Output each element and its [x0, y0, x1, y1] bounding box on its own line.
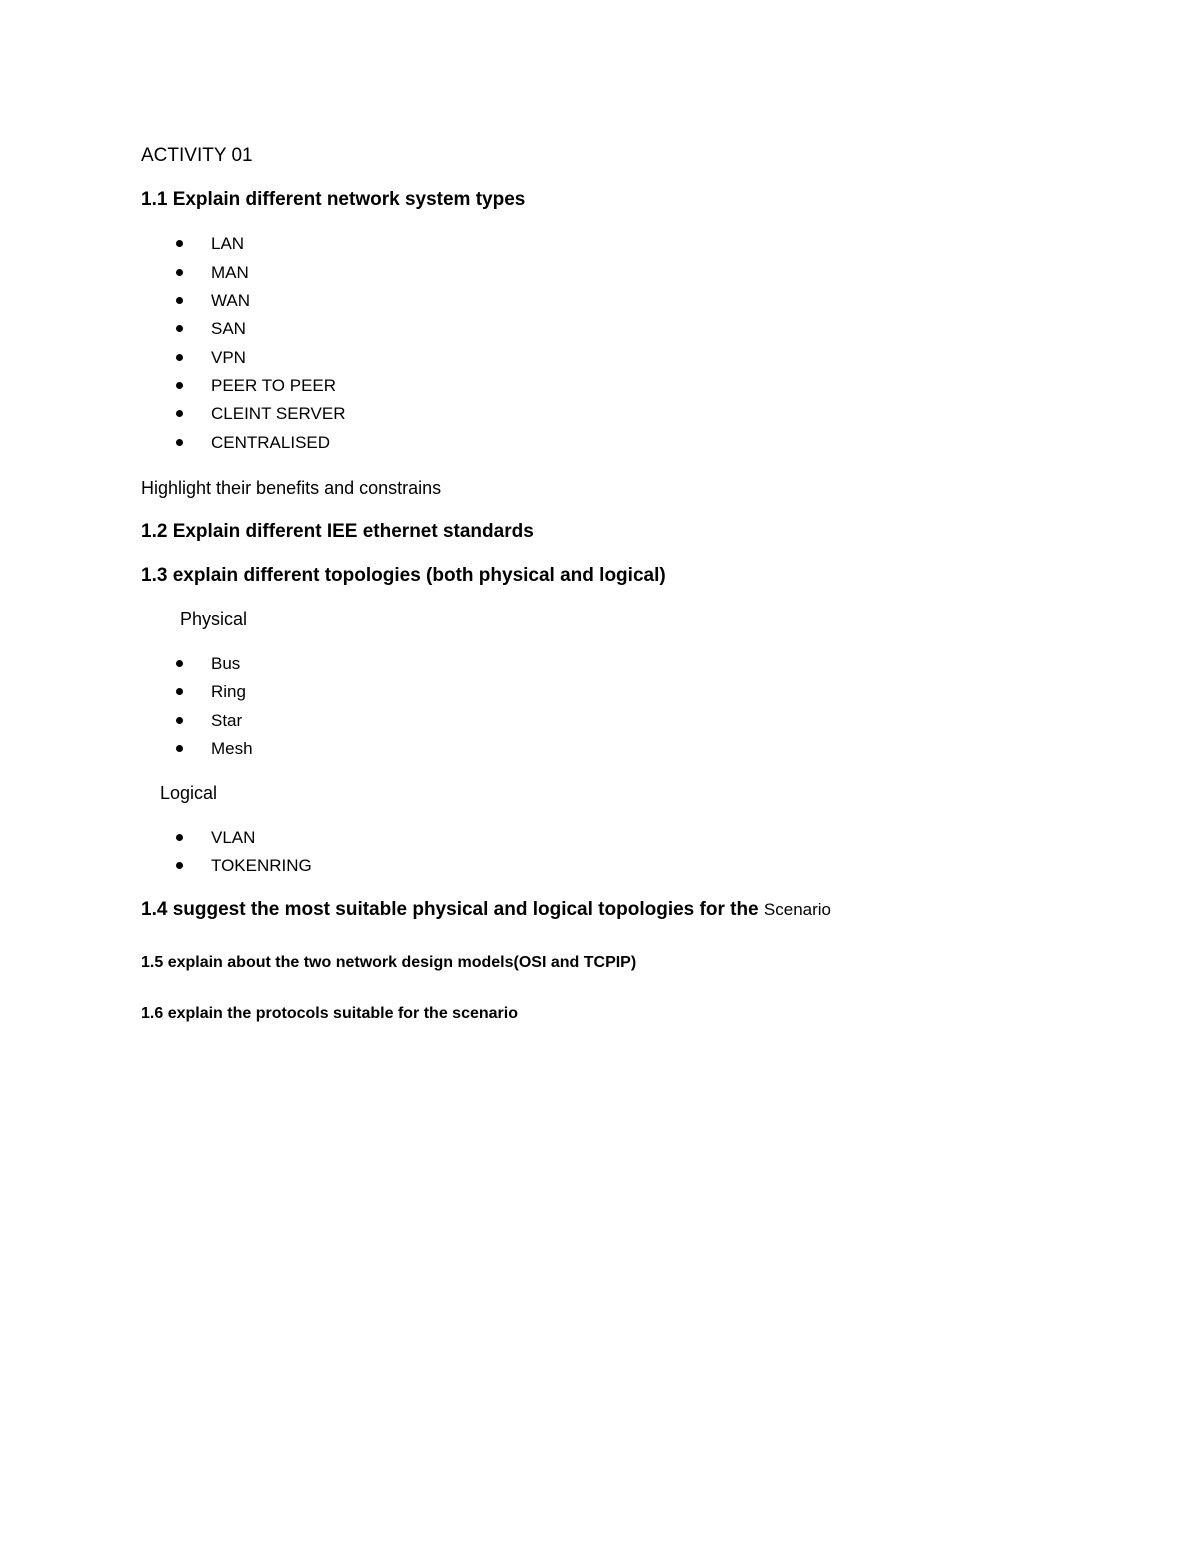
- list-item: Ring: [176, 683, 246, 700]
- list-item: TOKENRING: [176, 857, 312, 874]
- physical-label: Physical: [180, 609, 248, 629]
- logical-label: Logical: [160, 783, 218, 803]
- list-item: VLAN: [176, 829, 255, 846]
- bullet-icon: [176, 857, 211, 874]
- bullet-icon: [176, 349, 211, 366]
- bullet-icon: [176, 655, 211, 672]
- question-1-3-heading: 1.3 explain different topologies (both physical and logical): [141, 565, 666, 586]
- bullet-icon: [176, 377, 211, 394]
- list-item: LAN: [176, 235, 244, 252]
- list-item: CENTRALISED: [176, 434, 330, 451]
- question-1-2-heading: 1.2 Explain different IEE ethernet standards: [141, 521, 534, 542]
- bullet-icon: [176, 292, 211, 309]
- list-item: PEER TO PEER: [176, 377, 336, 394]
- list-item: WAN: [176, 292, 250, 309]
- activity-title: ACTIVITY 01: [141, 145, 253, 166]
- bullet-icon: [176, 235, 211, 252]
- list-item: SAN: [176, 320, 246, 337]
- list-item: VPN: [176, 349, 246, 366]
- question-1-6-heading: 1.6 explain the protocols suitable for the scenario: [141, 1005, 518, 1022]
- list-item: CLEINT SERVER: [176, 405, 345, 422]
- highlight-instruction: Highlight their benefits and constrains: [141, 478, 442, 498]
- list-item: MAN: [176, 264, 249, 281]
- list-item: Mesh: [176, 740, 253, 757]
- bullet-icon: [176, 712, 211, 729]
- bullet-icon: [176, 740, 211, 757]
- question-1-1-heading: 1.1 Explain different network system types: [141, 189, 526, 210]
- list-item: Star: [176, 712, 242, 729]
- bullet-icon: [176, 829, 211, 846]
- bullet-icon: [176, 434, 211, 451]
- bullet-icon: [176, 264, 211, 281]
- bullet-icon: [176, 683, 211, 700]
- list-item: Bus: [176, 655, 240, 672]
- question-1-5-heading: 1.5 explain about the two network design models(OSI and TCPIP): [141, 954, 637, 971]
- bullet-icon: [176, 320, 211, 337]
- bullet-icon: [176, 405, 211, 422]
- scenario-word: Scenario: [763, 900, 832, 919]
- question-1-4-heading: 1.4 suggest the most suitable physical and logical topologies for the Scenario: [141, 899, 832, 920]
